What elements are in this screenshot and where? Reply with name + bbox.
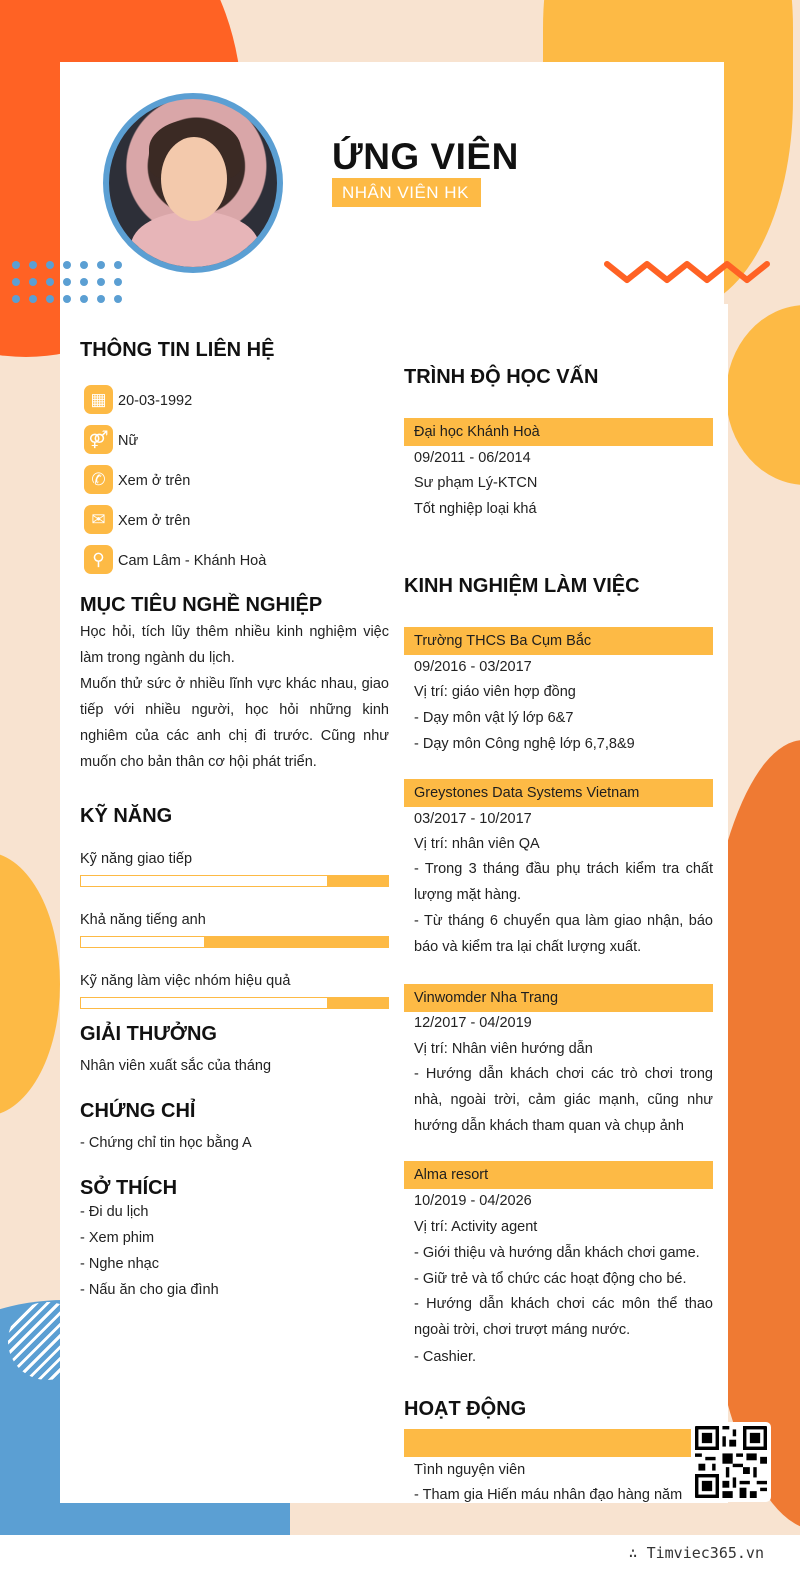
job-line: Vị trí: giáo viên hợp đồng — [414, 684, 576, 700]
decorative-dots — [12, 261, 130, 305]
hobby-item: - Nấu ăn cho gia đình — [80, 1282, 219, 1298]
location-icon: ⚲ — [84, 545, 113, 574]
objective-text-1: Học hỏi, tích lũy thêm nhiều kinh nghiệm việc làm trong ngành du lịch. — [80, 624, 389, 666]
skill-name: Khả năng tiếng anh — [80, 912, 206, 928]
activity-line: - Tham gia Hiến máu nhân đạo hàng năm — [414, 1487, 683, 1502]
skill-bar — [80, 997, 389, 1009]
activities-section-title: HOẠT ĐỘNG — [404, 1398, 527, 1420]
qr-code — [691, 1422, 771, 1502]
candidate-name: ỨNG VIÊN — [332, 136, 519, 177]
contact-address: Cam Lâm - Khánh Hoà — [118, 553, 267, 569]
avatar-face — [161, 137, 227, 221]
skills-section-title: KỸ NĂNG — [80, 805, 173, 827]
job-period: 09/2016 - 03/2017 — [414, 659, 532, 675]
email-icon: ✉ — [84, 505, 113, 534]
education-school: Đại học Khánh Hoà — [404, 418, 713, 446]
activity-header — [404, 1429, 713, 1457]
education-period: 09/2011 - 06/2014 — [414, 450, 531, 466]
job-line: - Cashier. — [414, 1349, 477, 1365]
job-company: Greystones Data Systems Vietnam — [404, 779, 713, 807]
hobby-item: - Nghe nhạc — [80, 1256, 159, 1272]
job-line: Vị trí: Activity agent — [414, 1219, 538, 1235]
objective-text-2: Muốn thử sức ở nhiều lĩnh vực khác nhau, giao tiếp với nhiều người, học hỏi những kinh nghiêm của các anh chị đi trước. Cũng như muốn cho bản thân cơ hội phát triển. — [80, 676, 389, 770]
skill-bar-empty — [81, 998, 327, 1008]
job-line: - Dạy môn Công nghệ lớp 6,7,8&9 — [414, 736, 635, 752]
experience-section-title: KINH NGHIỆM LÀM VIỆC — [404, 575, 640, 597]
objective-section-title: MỤC TIÊU NGHỀ NGHIỆP — [80, 594, 323, 616]
skill-bar — [80, 875, 389, 887]
education-major: Sư phạm Lý-KTCN — [414, 475, 538, 491]
contact-phone: Xem ở trên — [118, 473, 191, 489]
phone-icon: ✆ — [84, 465, 113, 494]
skill-bar — [80, 936, 389, 948]
job-line: Vị trí: Nhân viên hướng dẫn — [414, 1041, 593, 1057]
hobby-item: - Xem phim — [80, 1230, 155, 1246]
skill-name: Kỹ năng giao tiếp — [80, 851, 193, 867]
awards-section-title: GIẢI THƯỞNG — [80, 1023, 217, 1045]
job-period: 12/2017 - 04/2019 — [414, 1015, 532, 1031]
yellow-blob-right — [726, 305, 800, 485]
skill-name: Kỹ năng làm việc nhóm hiệu quả — [80, 973, 291, 989]
job-company: Alma resort — [404, 1161, 713, 1189]
job-company: Vinwomder Nha Trang — [404, 984, 713, 1012]
yellow-blob-left — [0, 852, 60, 1116]
hobbies-section-title: SỞ THÍCH — [80, 1177, 178, 1199]
certificates-text: - Chứng chỉ tin học bằng A — [80, 1135, 252, 1151]
job-period: 10/2019 - 04/2026 — [414, 1193, 532, 1209]
job-line: - Hướng dẫn khách chơi các trò chơi trong nhà, ngoài trời, cảm giác mạnh, cũng như hướng dẫn khách tham quan và chụp ảnh — [414, 1066, 713, 1134]
job-line: - Dạy môn vật lý lớp 6&7 — [414, 710, 574, 726]
skill-bar-empty — [81, 876, 327, 886]
gender-icon: ⚤ — [84, 425, 113, 454]
candidate-position: NHÂN VIÊN HK — [332, 178, 481, 207]
zigzag-decoration — [603, 256, 771, 288]
job-line: - Giới thiệu và hướng dẫn khách chơi game. — [414, 1245, 700, 1261]
job-line: - Từ tháng 6 chuyển qua làm giao nhận, báo báo và kiểm tra lại chất lượng xuất. — [414, 913, 713, 955]
calendar-icon: ▦ — [84, 385, 113, 414]
job-line: - Giữ trẻ và tổ chức các hoạt động cho bé. — [414, 1271, 687, 1287]
card-extension — [724, 304, 728, 1503]
footer-brand[interactable]: ∴ Timviec365.vn — [628, 1544, 764, 1562]
contact-gender: Nữ — [118, 433, 139, 449]
skill-bar-empty — [81, 937, 204, 947]
job-company: Trường THCS Ba Cụm Bắc — [404, 627, 713, 655]
contact-birthdate: 20-03-1992 — [118, 393, 193, 409]
activity-line: Tình nguyện viên — [414, 1462, 526, 1478]
education-result: Tốt nghiệp loại khá — [414, 501, 537, 517]
job-line: - Trong 3 tháng đầu phụ trách kiểm tra chất lượng mặt hàng. — [414, 861, 713, 903]
hobby-item: - Đi du lịch — [80, 1204, 149, 1220]
awards-text: Nhân viên xuất sắc của tháng — [80, 1058, 272, 1074]
certificates-section-title: CHỨNG CHỈ — [80, 1100, 196, 1122]
avatar — [103, 93, 283, 273]
job-line: - Hướng dẫn khách chơi các môn thể thao ngoài trời, chơi trượt máng nước. — [414, 1296, 713, 1338]
contact-email: Xem ở trên — [118, 513, 191, 529]
job-period: 03/2017 - 10/2017 — [414, 811, 532, 827]
education-section-title: TRÌNH ĐỘ HỌC VẤN — [404, 366, 599, 388]
contact-section-title: THÔNG TIN LIÊN HỆ — [80, 339, 275, 361]
job-line: Vị trí: nhân viên QA — [414, 836, 540, 852]
